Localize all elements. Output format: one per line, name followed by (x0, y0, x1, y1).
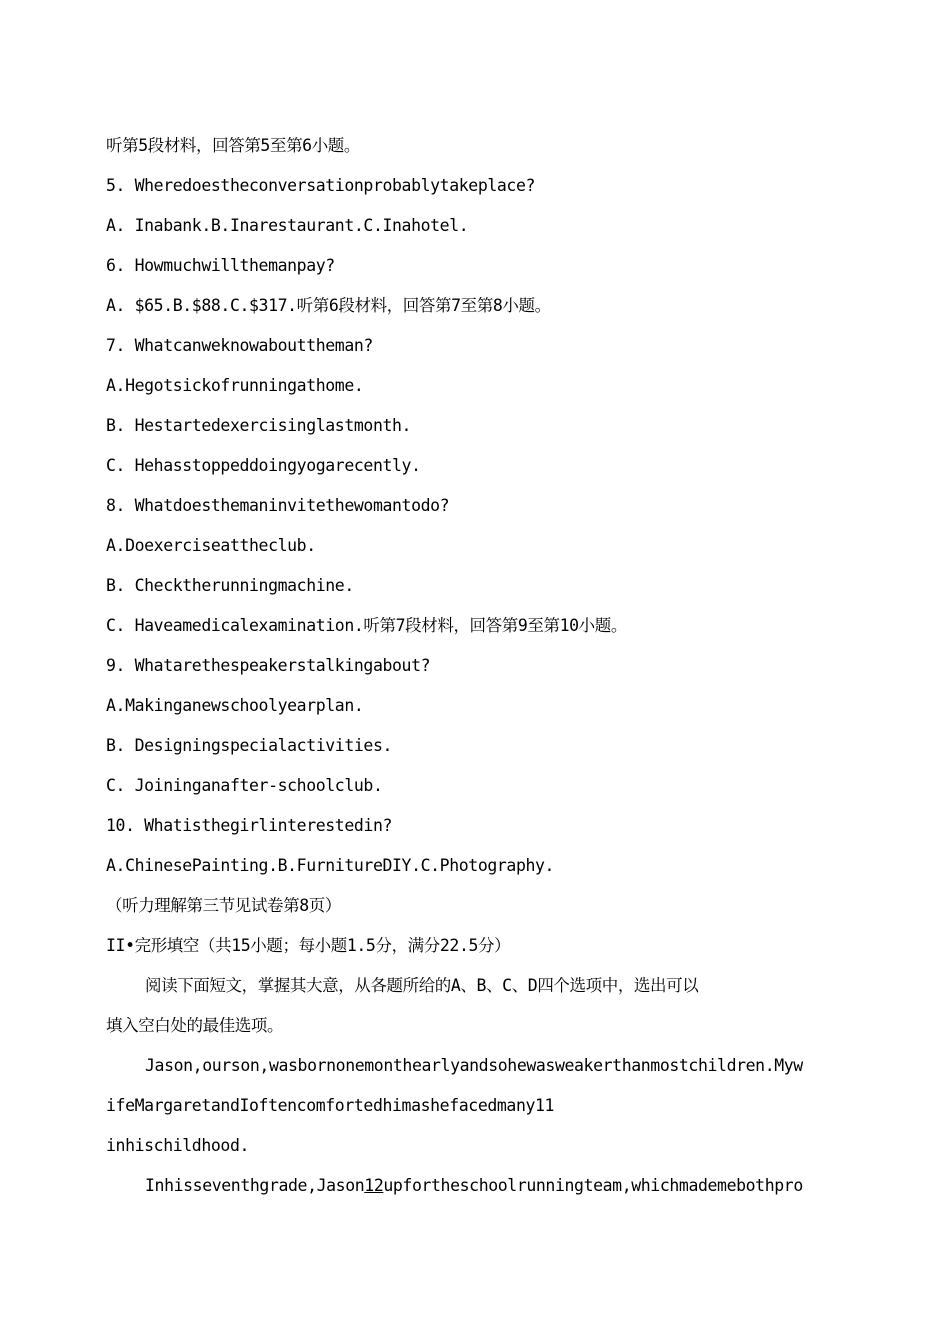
question-8-option-c: C. Haveamedicalexamination.听第7段材料，回答第9至第10小题。 (106, 616, 627, 635)
question-6-options: A. $65.B.$88.C.$317.听第6段材料，回答第7至第8小题。 (106, 296, 551, 315)
passage-text: Inhisseventhgrade,Jason (145, 1176, 365, 1195)
passage-paragraph-2 (145, 1166, 850, 1206)
question-9-option-b: B. Designingspecialactivities. (106, 736, 393, 755)
question-8: 8. Whatdoesthemaninvitethewomantodo? (106, 496, 450, 515)
passage-paragraph-1-line-3: inhischildhood. (106, 1136, 250, 1155)
question-7: 7. Whatcanweknowabouttheman? (106, 336, 373, 355)
question-6: 6. Howmuchwillthemanpay? (106, 256, 335, 275)
passage-paragraph-1-line-2: ifeMargaretandIoftencomfortedhimashefacedmany11 (106, 1096, 555, 1115)
question-8-option-b: B. Checktherunningmachine. (106, 576, 354, 595)
cloze-section-heading: II•完形填空（共15小题；每小题1.5分，满分22.5分） (106, 936, 511, 955)
question-9-option-c: C. Joininganafter-schoolclub. (106, 776, 383, 795)
blank-12: 12 (364, 1176, 384, 1195)
question-7-option-b: B. Hestartedexercisinglastmonth. (106, 416, 412, 435)
passage-paragraph-1: Jason,ourson,wasbornonemonthearlyandsohewasweakerthanmostchildren.Myw (145, 1056, 803, 1075)
section-5-instruction: 听第5段材料，回答第5至第6小题。 (106, 136, 361, 155)
cloze-instruction: 阅读下面短文，掌握其大意，从各题所给的A、B、C、D四个选项中，选出可以 (145, 976, 699, 995)
cloze-instruction-continued: 填入空白处的最佳选项。 (106, 1016, 284, 1035)
question-10-options: A.ChinesePainting.B.FurnitureDIY.C.Photography. (106, 856, 555, 875)
question-5: 5. Wheredoestheconversationprobablytakeplace? (106, 176, 536, 195)
question-7-option-c: C. Hehasstoppeddoingyogarecently. (106, 456, 421, 475)
question-9: 9. Whatarethespeakerstalkingabout? (106, 656, 431, 675)
question-8-option-a: A.Doexerciseattheclub. (106, 536, 316, 555)
question-7-option-a: A.Hegotsickofrunningathome. (106, 376, 364, 395)
question-10: 10. Whatisthegirlinterestedin? (106, 816, 393, 835)
passage-text: upfortheschoolrunningteam,whichmademebothpro (383, 1176, 803, 1195)
question-5-options: A. Inabank.B.Inarestaurant.C.Inahotel. (106, 216, 469, 235)
listening-section-note: （听力理解第三节见试卷第8页） (106, 896, 341, 915)
question-9-option-a: A.Makinganewschoolyearplan. (106, 696, 364, 715)
